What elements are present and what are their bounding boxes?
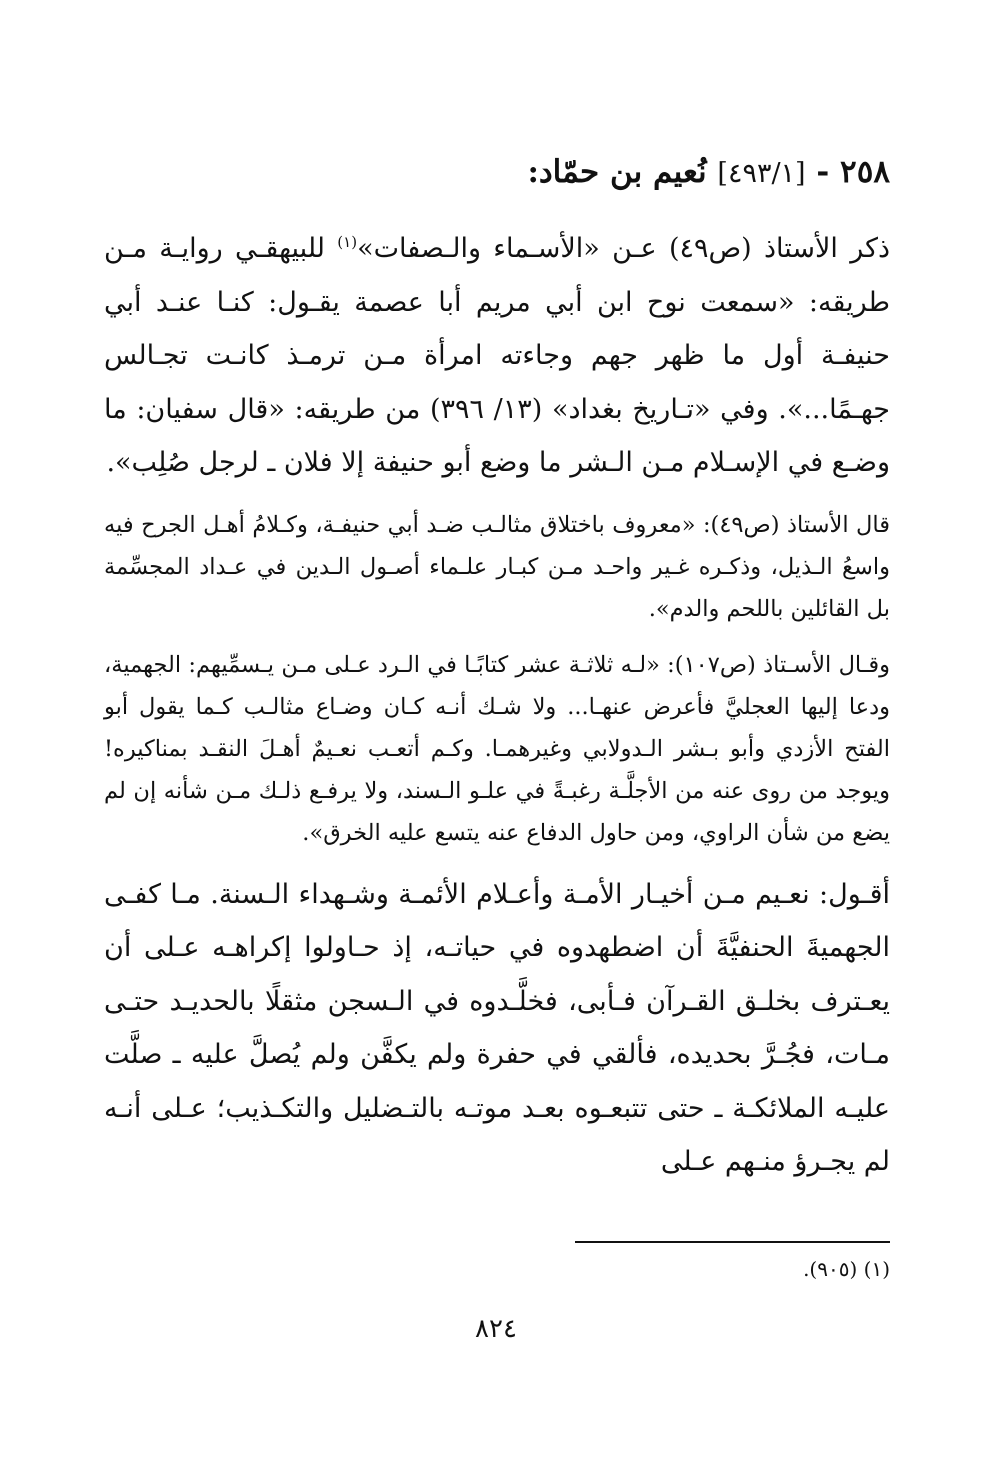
footnote: (١) (٩٠٥). xyxy=(803,1257,890,1281)
paragraph-1-after: للبيهقـي روايـة مـن طريقه: «سمعت نوح ابن أبي مريم أبا عصمة يقـول: كنـا عنـد أبي حنيفـة أول ما ظهر جهم وجاءته امرأة مـن ترمـذ كانـت تجـالس جهـمًا...». وفي «تـاريخ بغداد» (١٣/ ٣٩٦) من طريقه: «قال سفيان: ما وضـع في الإسـلام مـن الـشر ما وضع أبو حنيفة إلا فلان ـ لرجل صُلِب». xyxy=(104,233,890,478)
entry-number: ٢٥٨ xyxy=(840,154,890,190)
entry-name: نُعيم بن حمّاد: xyxy=(527,154,718,190)
paragraph-4: أقـول: نعـيم مـن أخيـار الأمـة وأعـلام الأئمـة وشـهداء الـسنة. مـا كفـى الجهميةَ الحنفيَّةَ أن اضطهدوه في حياتـه، إذ حـاولوا إكراهـه عـلى أن يعـترف بخلـق القـرآن فـأبى، فخلَّـدوه في الـسجن مثقلًا بالحديـد حتـى مـات، فجُـرَّ بحديده، فألقي في حفرة ولم يكفَّن ولم يُصلَّ عليه ـ صلَّت عليـه الملائكـة ـ حتى تتبعـوه بعـد موتـه بالتـضليل والتكـذيب؛ عـلى أنـه لم يجـرؤ منـهم عـلى xyxy=(104,878,890,1177)
paragraph-1 xyxy=(104,222,890,490)
entry-heading xyxy=(104,150,890,196)
entry-reference: [٤٩٣/١] xyxy=(717,158,806,189)
footnote-marker: (١) xyxy=(337,233,358,251)
paragraph-3-quote: وقـال الأسـتاذ (ص١٠٧): «لـه ثلاثـة عشر كتابًـا في الـرد عـلى مـن يـسمِّيهم: الجهمية، ودعا إليها العجليَّ فأعرض عنهـا... ولا شـك أنـه كـان وضـاع مثالـب كـما يقول أبو الفتح الأزدي وأبو بـشر الـدولابي وغيرهمـا. وكـم أتعـب نعـيمٌ أهـلَ النقـد بمناكيره! ويوجد من روى عنه من الأجلَّـة رغبـةً في علـو الـسند، ولا يرفـع ذلـك مـن شأنه إن لم يضع من شأن الراوي، ومن حاول الدفاع عنه يتسع عليه الخرق». xyxy=(104,651,890,846)
entry-dash: - xyxy=(805,154,841,190)
page-body xyxy=(104,150,890,1189)
page-number: ٨٢٤ xyxy=(475,1314,517,1344)
paragraph-1-before: ذكر الأستاذ (ص٤٩) عـن «الأسـماء والـصفات» xyxy=(357,233,890,264)
footnote-separator xyxy=(575,1241,890,1243)
paragraph-2-quote: قال الأستاذ (ص٤٩): «معروف باختلاق مثالـب ضـد أبي حنيفـة، وكـلامُ أهـل الجرح فيه واسعُ الـذيل، وذكـره غـير واحـد مـن كبـار علـماء أصـول الـدين في عـداد المجسِّمة بل القائلين باللحم والدم». xyxy=(104,511,891,622)
